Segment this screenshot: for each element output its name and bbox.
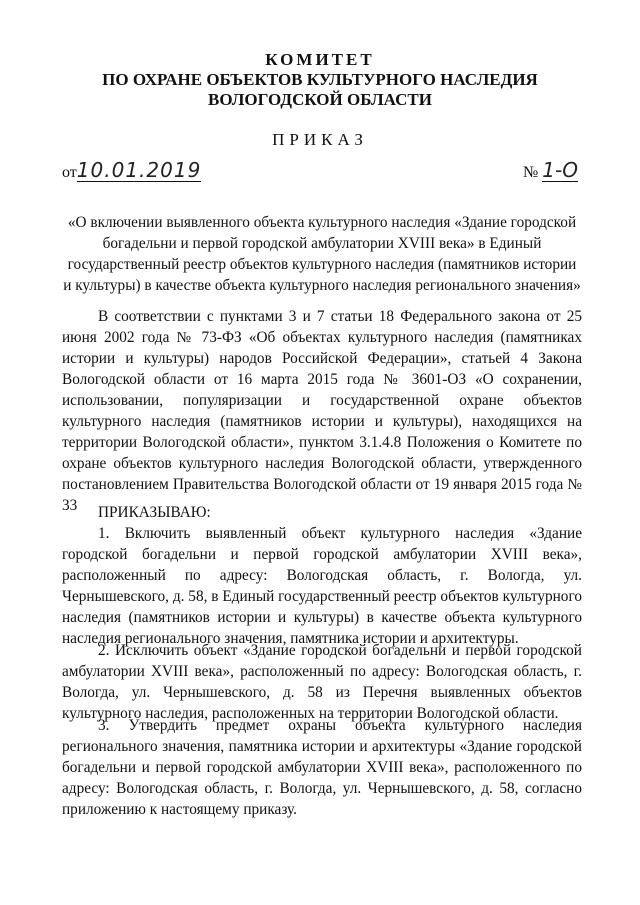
document-type: ПРИКАЗ — [272, 130, 368, 149]
date-line — [62, 158, 202, 182]
handwritten-date: 10.01.2019 — [76, 158, 202, 182]
order-word: ПРИКАЗЫВАЮ: — [98, 504, 211, 521]
preamble-paragraph: В соответствии с пунктами 3 и 7 статьи 18 Федерального закона от 25 июня 2002 года № 73-ФЗ «Об объектах культурного наследия (памятниках истории и культуры) народов Российской Федерации», статьей 4 Закона Вологодской области от 16 марта 2015 года № 3601-ОЗ «О сохранении, использовании, популяризации и государственной охране объектов культурного наследия (памятников истории и культуры), находящихся на территории Вологодской области», пунктом 3.1.4.8 Положения о Комитете по охране объектов культурного наследия Вологодской области, утвержденного постановлением Правительства Вологодской области от 19 января 2015 года № 33 — [62, 308, 582, 514]
number-line — [523, 158, 578, 182]
order-item-3: 3. Утвердить предмет охраны объекта культурного наследия регионального значения, памятника истории и архитектуры «Здание городской богадельни и первой городской амбулатории XVIII века», расположенного по адресу: Вологодская область, г. Вологда, ул. Чернышевского, д. 58, согласно приложению к настоящему приказу. — [62, 717, 582, 818]
issuer-header — [60, 50, 580, 110]
order-item-2: 2. Исключить объект «Здание городской богадельни и первой городской амбулатории XVIII века», расположенный по адресу: Вологодская область, г. Вологда, ул. Чернышевского, д. 58 из Перечня выявленных объектов культурного наследия, расположенных на территории Вологодской области. — [62, 642, 582, 722]
header-line-region: ВОЛОГОДСКОЙ ОБЛАСТИ — [208, 90, 432, 109]
handwritten-number: 1-О — [542, 158, 578, 182]
order-title: «О включении выявленного объекта культурного наследия «Здание городской богадельни и первой городской амбулатории XVIII века» в Единый государственный реестр объектов культурного наследия (памятников истории и культуры) в качестве объекта культурного наследия регионального значения» — [63, 214, 581, 294]
header-line-committee: КОМИТЕТ — [265, 50, 375, 69]
order-item-1: 1. Включить выявленный объект культурного наследия «Здание городской богадельни и первой городской амбулатории XVIII века», расположенный по адресу: Вологодская область, г. Вологда, ул. Чернышевского, д. 58, в Единый государственный реестр объектов культурного наследия (памятников истории и культуры) в качестве объекта культурного наследия регионального значения, памятника истории и архитектуры. — [62, 525, 582, 647]
header-line-protection: ПО ОХРАНЕ ОБЪЕКТОВ КУЛЬТУРНОГО НАСЛЕДИЯ — [102, 70, 538, 89]
date-prefix: от — [62, 164, 77, 181]
number-prefix: № — [523, 164, 539, 181]
